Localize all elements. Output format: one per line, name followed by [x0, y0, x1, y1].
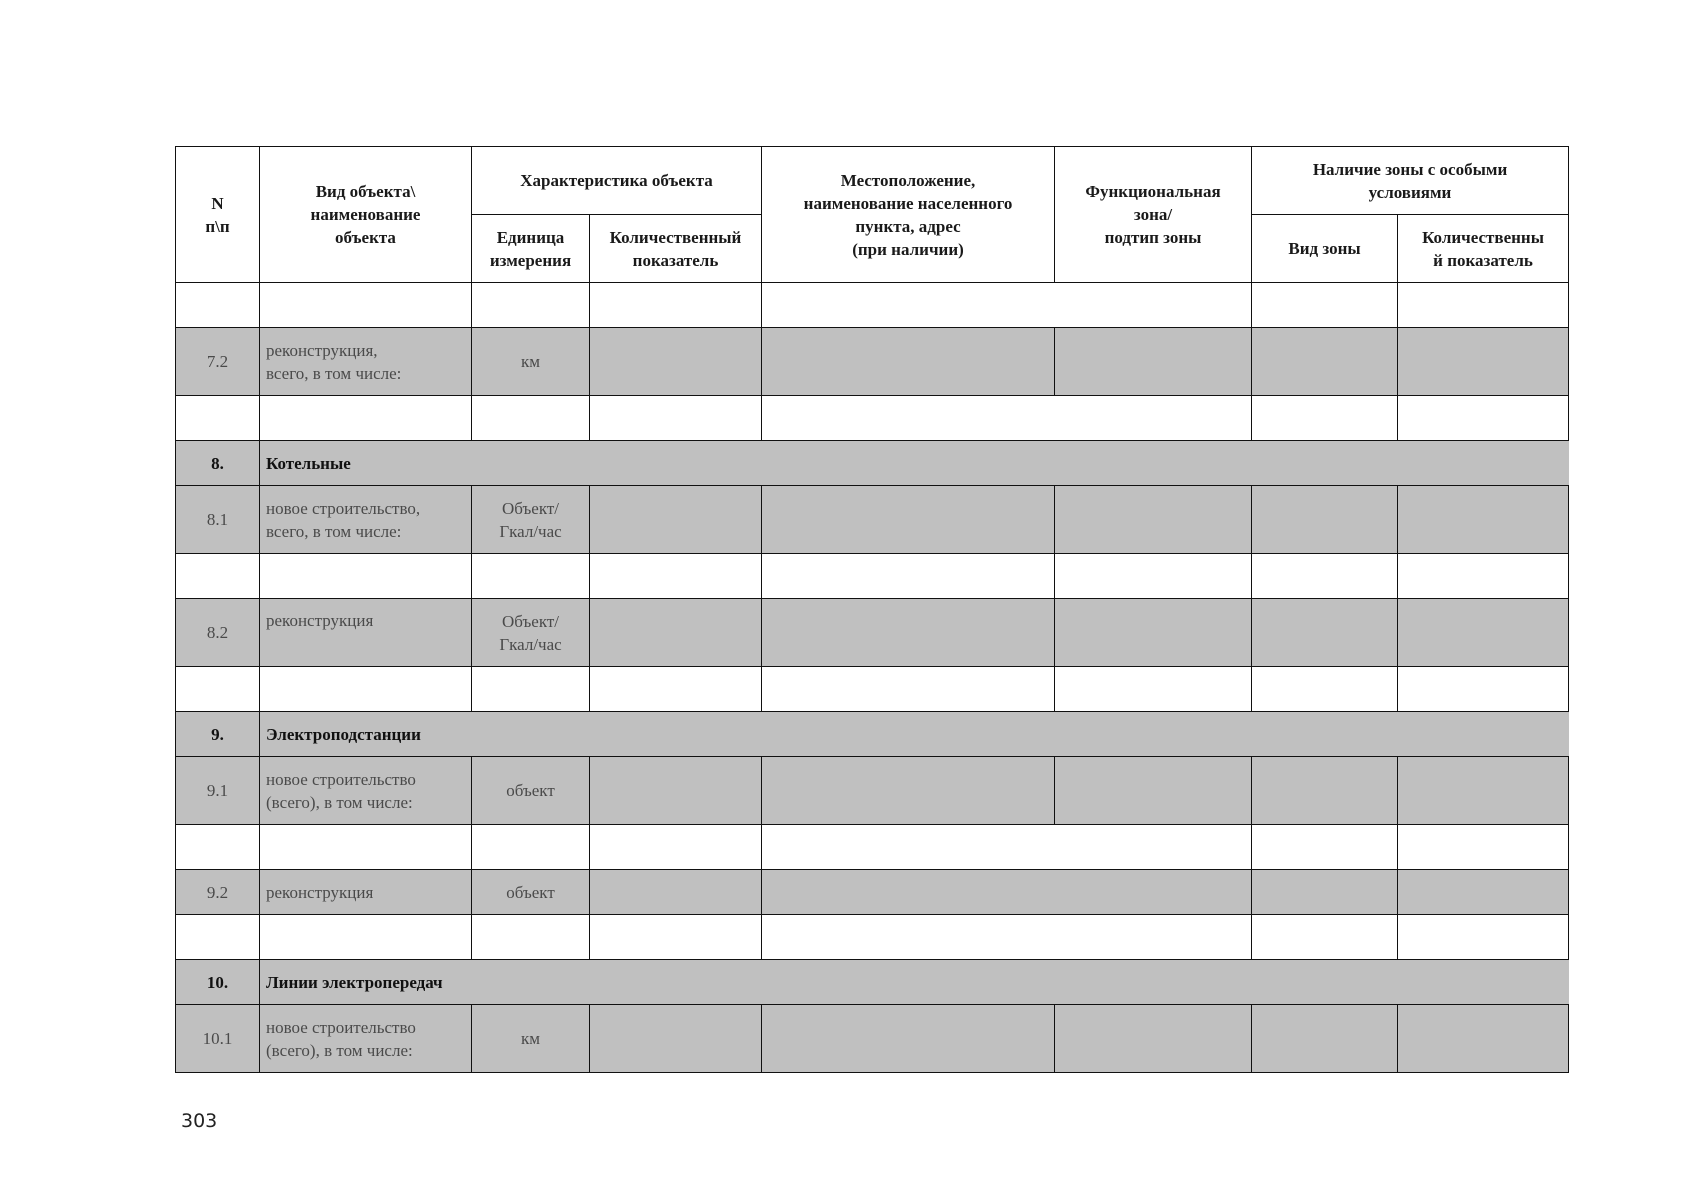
- row-unit: объект: [472, 757, 590, 825]
- row-zone-type: [1252, 870, 1398, 915]
- table-cell: [590, 915, 762, 960]
- table-cell: [260, 554, 472, 599]
- row-number: 7.2: [176, 328, 260, 396]
- table-cell: [1398, 554, 1569, 599]
- row-unit: Объект/ Гкал/час: [472, 599, 590, 667]
- table-cell: [1055, 667, 1252, 712]
- header-object-type: Вид объекта\ наименование объекта: [260, 147, 472, 283]
- row-zone-quantity: [1398, 1005, 1569, 1073]
- row-number: 8.1: [176, 486, 260, 554]
- table-row: [176, 870, 1569, 915]
- table-cell: [762, 915, 1252, 960]
- table-cell: [260, 915, 472, 960]
- row-location: [762, 870, 1252, 915]
- table-cell: [260, 825, 472, 870]
- row-functional-zone: [1055, 599, 1252, 667]
- table-row-empty: [176, 825, 1569, 870]
- section-title: Котельные: [260, 441, 1569, 486]
- row-zone-quantity: [1398, 757, 1569, 825]
- table-cell: [176, 283, 260, 328]
- table-cell: [260, 283, 472, 328]
- header-number: N п\п: [176, 147, 260, 283]
- section-row: [176, 712, 1569, 757]
- table-cell: [472, 825, 590, 870]
- row-zone-type: [1252, 328, 1398, 396]
- table-row: [176, 1005, 1569, 1073]
- row-location: [762, 328, 1055, 396]
- table-cell: [260, 396, 472, 441]
- table-row: [176, 757, 1569, 825]
- row-quantity: [590, 486, 762, 554]
- row-zone-quantity: [1398, 328, 1569, 396]
- table-cell: [590, 283, 762, 328]
- row-quantity: [590, 870, 762, 915]
- table-cell: [1252, 825, 1398, 870]
- header-zone-quantity: Количественны й показатель: [1398, 215, 1569, 283]
- table-cell: [1252, 554, 1398, 599]
- row-number: 9.2: [176, 870, 260, 915]
- row-location: [762, 486, 1055, 554]
- table-cell: [1398, 667, 1569, 712]
- row-object-name: реконструкция: [260, 870, 472, 915]
- table-cell: [1398, 283, 1569, 328]
- table-cell: [762, 283, 1252, 328]
- row-zone-quantity: [1398, 870, 1569, 915]
- row-zone-type: [1252, 486, 1398, 554]
- row-quantity: [590, 328, 762, 396]
- row-unit: Объект/ Гкал/час: [472, 486, 590, 554]
- row-zone-quantity: [1398, 486, 1569, 554]
- section-number: 9.: [176, 712, 260, 757]
- section-number: 10.: [176, 960, 260, 1005]
- table-row-empty: [176, 396, 1569, 441]
- table-row: [176, 486, 1569, 554]
- row-unit: км: [472, 1005, 590, 1073]
- table-cell: [1398, 915, 1569, 960]
- table-cell: [1252, 283, 1398, 328]
- table-row-empty: [176, 283, 1569, 328]
- row-zone-type: [1252, 599, 1398, 667]
- table-row: [176, 599, 1569, 667]
- header-functional-zone: Функциональная зона/ подтип зоны: [1055, 147, 1252, 283]
- table-cell: [1398, 396, 1569, 441]
- table-cell: [472, 554, 590, 599]
- table-cell: [176, 915, 260, 960]
- row-number: 9.1: [176, 757, 260, 825]
- row-number: 10.1: [176, 1005, 260, 1073]
- table-cell: [472, 396, 590, 441]
- table-cell: [590, 825, 762, 870]
- table-cell: [260, 667, 472, 712]
- header-unit: Единица измерения: [472, 215, 590, 283]
- row-functional-zone: [1055, 328, 1252, 396]
- section-row: [176, 960, 1569, 1005]
- row-zone-type: [1252, 757, 1398, 825]
- table-cell: [176, 825, 260, 870]
- table-cell: [1252, 915, 1398, 960]
- header-zone-type: Вид зоны: [1252, 215, 1398, 283]
- table-cell: [762, 825, 1252, 870]
- table-row-empty: [176, 554, 1569, 599]
- row-object-name: новое строительство (всего), в том числе:: [260, 757, 472, 825]
- table-cell: [590, 667, 762, 712]
- table-cell: [762, 554, 1055, 599]
- table-cell: [762, 667, 1055, 712]
- row-zone-quantity: [1398, 599, 1569, 667]
- table-cell: [590, 554, 762, 599]
- page-number: 303: [181, 1110, 218, 1132]
- table-row-empty: [176, 915, 1569, 960]
- row-location: [762, 757, 1055, 825]
- section-number: 8.: [176, 441, 260, 486]
- row-object-name: реконструкция, всего, в том числе:: [260, 328, 472, 396]
- table-row-empty: [176, 667, 1569, 712]
- header-special-zone: Наличие зоны с особыми условиями: [1252, 147, 1569, 215]
- header-object-characteristic: Характеристика объекта: [472, 147, 762, 215]
- row-quantity: [590, 757, 762, 825]
- row-unit: км: [472, 328, 590, 396]
- table-cell: [1252, 396, 1398, 441]
- table-cell: [1055, 554, 1252, 599]
- table-cell: [176, 667, 260, 712]
- row-object-name: реконструкция: [260, 599, 472, 667]
- table-cell: [1398, 825, 1569, 870]
- row-functional-zone: [1055, 757, 1252, 825]
- row-quantity: [590, 1005, 762, 1073]
- row-functional-zone: [1055, 486, 1252, 554]
- table-cell: [1252, 667, 1398, 712]
- table-cell: [590, 396, 762, 441]
- row-unit: объект: [472, 870, 590, 915]
- table-cell: [472, 283, 590, 328]
- row-object-name: новое строительство (всего), в том числе:: [260, 1005, 472, 1073]
- table-cell: [176, 396, 260, 441]
- table-cell: [176, 554, 260, 599]
- table-row: [176, 328, 1569, 396]
- table-header-row: [176, 147, 1569, 215]
- header-location: Местоположение, наименование населенного пункта, адрес (при наличии): [762, 147, 1055, 283]
- planned-objects-table: [175, 146, 1569, 1073]
- row-location: [762, 1005, 1055, 1073]
- section-title: Электроподстанции: [260, 712, 1569, 757]
- table-cell: [472, 667, 590, 712]
- row-functional-zone: [1055, 1005, 1252, 1073]
- header-quantity: Количественный показатель: [590, 215, 762, 283]
- row-number: 8.2: [176, 599, 260, 667]
- row-zone-type: [1252, 1005, 1398, 1073]
- row-object-name: новое строительство, всего, в том числе:: [260, 486, 472, 554]
- section-title: Линии электропередач: [260, 960, 1569, 1005]
- table-cell: [472, 915, 590, 960]
- row-quantity: [590, 599, 762, 667]
- row-location: [762, 599, 1055, 667]
- table-cell: [762, 396, 1252, 441]
- section-row: [176, 441, 1569, 486]
